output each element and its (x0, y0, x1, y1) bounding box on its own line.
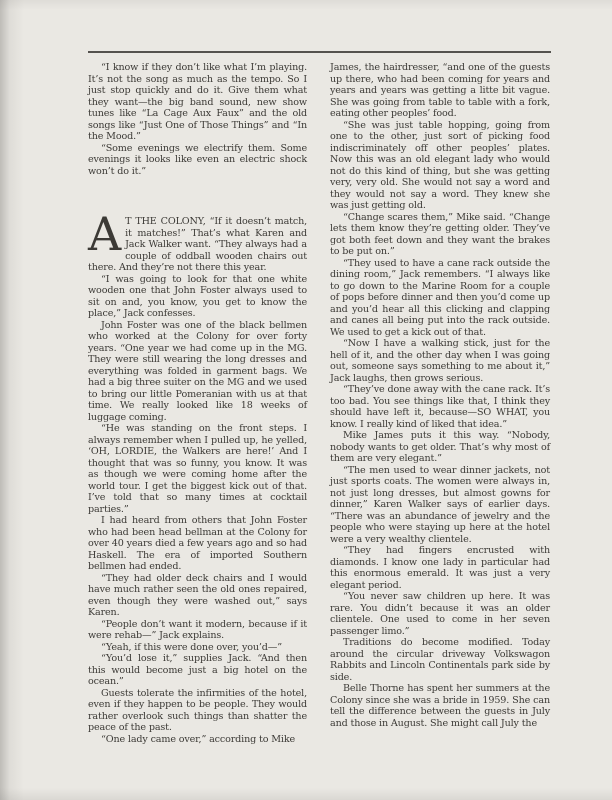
paragraph: “They used to have a cane rack outside the dining room,” Jack remembers. “I always like to go down to the Marine Room for a couple of pops before dinner and then you’d come up and you’d hear all this clicking and clapping and canes all being put into the rack outside. We used to get a kick out of that. (330, 257, 550, 338)
left-column (88, 62, 307, 745)
paragraph: “They had fingers encrusted with diamonds. I know one lady in particular had this enormous emerald. It was just a very elegant period. (330, 545, 550, 591)
paragraph: “He was standing on the front steps. I always remember when I pulled up, he yelled, ‘OH, LORDIE, the Walkers are here!’ And I thought that was so funny, you know. It was as though we were coming home after the world tour. I get the biggest kick out of that. I’ve told that so many times at cocktail parties.” (88, 423, 307, 515)
paragraph: “Change scares them,” Mike said. “Change lets them know they’re getting older. They’ve got both feet down and they want the brakes to be put on.” (330, 211, 550, 257)
paragraph: Guests tolerate the infirmities of the hotel, even if they happen to be people. They would rather overlook such things than shatter the peace of the past. (88, 687, 307, 733)
scan-shadow-top (0, 0, 612, 10)
paragraph: “She was just table hopping, going from one to the other, just sort of picking food indiscriminately off other peoples’ plates. Now this was an old elegant lady who would not do this kind of thing, but she was getting very, very old. She would not say a word and they would not say a word. They knew she was just getting old. (330, 119, 550, 211)
drop-cap-letter: A (88, 207, 122, 261)
paragraph: “Yeah, if this were done over, you’d—” (101, 641, 282, 653)
paragraph: “People don’t want it modern, because if it were rehab—” Jack explains. (88, 618, 307, 641)
paragraph: “They had older deck chairs and I would have much rather seen the old ones repaired, even though they were washed out,” says Karen. (88, 572, 307, 618)
paragraph: Traditions do become modified. Today around the circular driveway Volkswagon Rabbits and Lincoln Continentals park side by side. (330, 637, 550, 683)
paragraph: “The men used to wear dinner jackets, not just sports coats. The women were always in, not just long dresses, but almost gowns for dinner,” Karen Walker says of earlier days. “There was an abundance of jewelry and the people who were staying up here at the hotel were a very wealthy clientele. (330, 464, 550, 545)
paragraph: “You never saw children up here. It was rare. You didn’t because it was an older clientele. One used to come in her seven passenger limo.” (330, 591, 550, 637)
paragraph: “One lady came over,” according to Mike (101, 733, 296, 745)
right-column (330, 62, 550, 729)
paragraph: “I was going to look for that one white wooden one that John Foster always used to sit on and, you know, you get to know the place,” Jack confesses. (88, 273, 307, 319)
paragraph: Mike James puts it this way. “Nobody, nobody wants to get older. That’s why most of them are very elegant.” (330, 430, 550, 464)
header-rule (88, 51, 551, 53)
paragraph: “You’d lose it,” supplies Jack. “And then this would become just a big hotel on the ocean.” (88, 653, 307, 687)
paragraph: John Foster was one of the black bellmen who worked at the Colony for over forty years. “One year we had come up in the MG. They were still wearing the long dresses and everything was folded in garment bags. We had a big three suiter on the MG and we used to bring our little Pomeranian with us at that time. We really looked like 18 weeks of luggage coming. (88, 319, 307, 423)
paragraph: I had heard from others that John Foster who had been head bellman at the Colony for over 40 years died a few years ago and so had Haskell. The era of imported Southern bellmen had ended. (88, 515, 307, 572)
section-opening-text: T THE COLONY, “If it doesn’t match, it matches!” That’s what Karen and Jack Walker want. “They always had a couple of oddball wooden chairs out there. And they’re not there this year. (88, 216, 307, 273)
paragraph: “They’ve done away with the cane rack. It’s too bad. You see things like that, I think they should have left it, because—SO WHAT, you know. I really kind of liked that idea.” (330, 384, 550, 430)
paragraph: “Some evenings we electrify them. Some evenings it looks like even an electric shock won’t do it.” (88, 142, 307, 177)
paragraph-continuation: James, the hairdresser, “and one of the guests up there, who had been coming for years and years and years was getting a litte bit vague. She was going from table to table with a fork, eating other peoples’ food. (330, 62, 550, 119)
paragraph: “Now I have a walking stick, just for the hell of it, and the other day when I was going out, someone says something to me about it,” Jack laughs, then grows serious. (330, 338, 550, 384)
scan-shadow-left (0, 0, 24, 800)
scan-shadow-bottom (0, 788, 612, 800)
paragraph: “I know if they don’t like what I’m playing. It’s not the song as much as the tempo. So I just stop quickly and do it. Give them what they want—the big band sound, new show tunes like “La Cage Aux Faux” and the old songs like “Just One of Those Things” and “In the Mood.” (88, 62, 307, 142)
section-opening-paragraph (88, 207, 307, 274)
paragraph: Belle Thorne has spent her summers at the Colony since she was a bride in 1959. She can tell the difference between the guests in July and those in August. She might call July the (330, 683, 550, 729)
